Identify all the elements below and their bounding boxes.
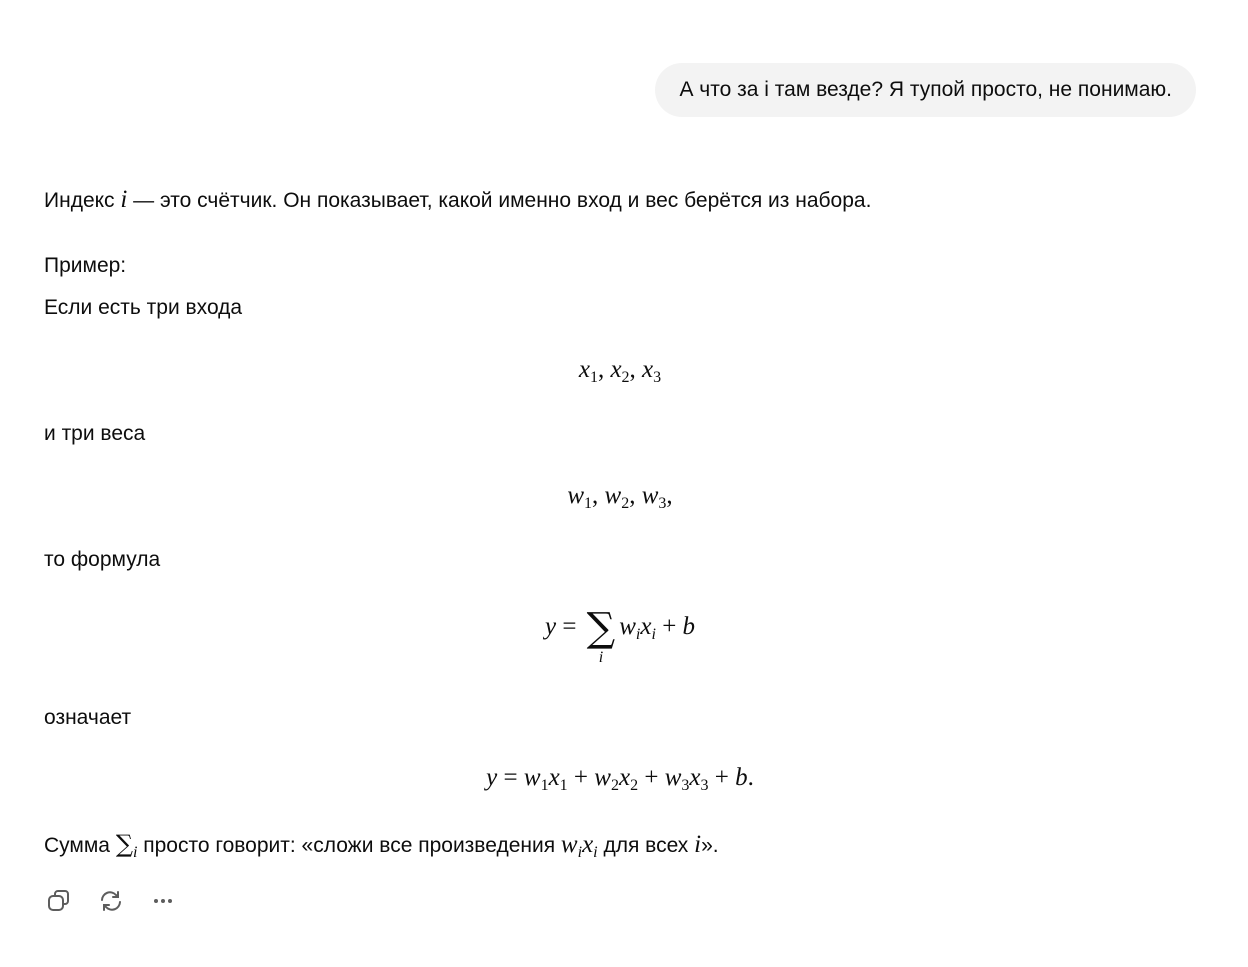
paragraph-index-explained [44,186,871,214]
sum-symbol: ∑ i [586,605,616,666]
copy-button[interactable] [44,886,74,916]
more-button[interactable] [148,886,178,916]
regenerate-button[interactable] [96,886,126,916]
formula-weights: $w_1$, $w_2$, $w_3$, [567,482,673,512]
formula-expanded: $y = w_1x_1 + w_2x_2 + w_3x_3 + b$. [486,764,754,794]
three-weights-text: и три веса [44,422,146,445]
text: Индекс [44,189,121,212]
formula-sum: y = ∑ i $w_ix_i + b$ [544,605,696,666]
three-inputs-text: Если есть три входа [44,296,243,319]
formula-inputs: $x_1$, $x_2$, $x_3$ [578,356,662,386]
more-icon [150,888,176,914]
math-i: i [120,186,128,213]
text: — это счётчик. Он показывает, какой именно вход и вес берётся из набора. [127,189,872,212]
example-label: Пример: [44,254,127,277]
message-actions [44,886,178,916]
means-text: означает [44,706,132,729]
user-message-bubble [655,63,1196,117]
regenerate-icon [98,888,124,914]
then-formula-text: то формула [44,548,161,571]
user-message-text: А что за i там везде? Я тупой просто, не понимаю. [679,78,1172,101]
copy-icon [46,888,72,914]
sum-explanation: Сумма $\sum_i$ просто говорит: «сложи все произведения $w_ix_i$ для всех i». [44,830,719,861]
